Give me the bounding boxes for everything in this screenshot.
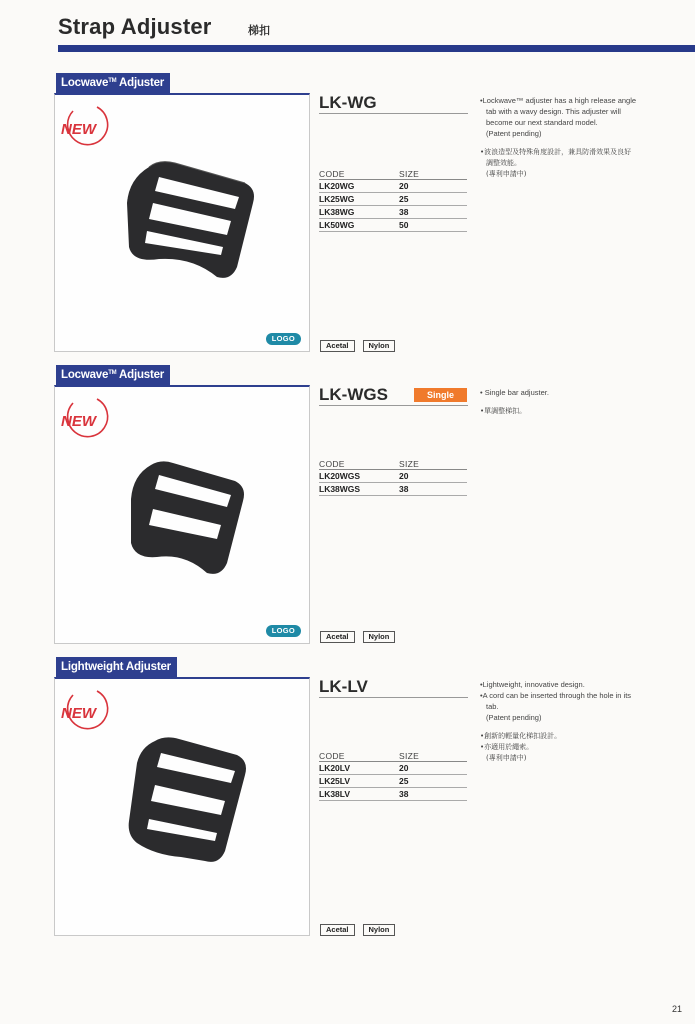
material-tag-nylon: Nylon [363, 924, 396, 936]
product-photo-frame [54, 677, 310, 936]
svg-text:NEW: NEW [61, 705, 96, 722]
material-tags [320, 631, 395, 643]
model-rule [319, 113, 468, 114]
buckle-image-icon [123, 159, 257, 283]
table-row: LK38WG 38 [319, 206, 467, 219]
material-tags [320, 924, 395, 936]
product-description: •Lightweight, innovative design. •A cord can be inserted through the hole in its tab. (Patent pending) •創新的輕量化梯扣設計。 •亦適用於繩索。 (專利申請中) [480, 680, 632, 762]
spec-table [319, 169, 467, 232]
table-header-row [319, 169, 467, 180]
column-header-code: CODE [319, 459, 399, 470]
page-title-chinese: 梯扣 [248, 24, 270, 37]
model-rule [319, 697, 468, 698]
section-tab: Locwave™ Adjuster [56, 73, 170, 93]
buckle-image-icon [125, 735, 251, 871]
product-photo-frame [54, 385, 310, 644]
column-header-code: CODE [319, 751, 399, 762]
section-tab: Lightweight Adjuster [56, 657, 177, 677]
model-name: LK-WG [319, 93, 377, 112]
table-header-row [319, 459, 467, 470]
table-row: LK20WG 20 [319, 180, 467, 193]
new-badge-icon [59, 395, 113, 441]
svg-text:NEW: NEW [61, 121, 96, 138]
table-row: LK25LV 25 [319, 775, 467, 788]
material-tag-nylon: Nylon [363, 340, 396, 352]
buckle-image-icon [127, 459, 247, 579]
column-header-size: SIZE [399, 169, 467, 180]
model-rule [319, 405, 468, 406]
product-photo-frame [54, 93, 310, 352]
table-row: LK50WG 50 [319, 219, 467, 232]
page-title: Strap Adjuster [58, 14, 212, 39]
column-header-size: SIZE [399, 459, 467, 470]
table-row: LK25WG 25 [319, 193, 467, 206]
product-description: • Single bar adjuster. •單調整梯扣。 [480, 388, 549, 415]
table-row: LK38LV 38 [319, 788, 467, 801]
model-name: LK-LV [319, 677, 368, 696]
table-row: LK38WGS 38 [319, 483, 467, 496]
column-header-code: CODE [319, 169, 399, 180]
spec-table [319, 751, 467, 801]
material-tag-acetal: Acetal [320, 340, 355, 352]
spec-table [319, 459, 467, 496]
new-badge-icon [59, 103, 113, 149]
logo-badge: LOGO [266, 333, 301, 345]
material-tag-acetal: Acetal [320, 631, 355, 643]
single-badge: Single [414, 388, 467, 402]
product-description: •Lockwave™ adjuster has a high release angle tab with a wavy design. This adjuster will become our next standard model. (Patent pending) •波浪造型及特殊角度設計，兼具防滑效果及良好 調整效能。 (專利申請中) [480, 96, 637, 178]
table-row: LK20WGS 20 [319, 470, 467, 483]
material-tag-acetal: Acetal [320, 924, 355, 936]
model-name: LK-WGS [319, 385, 388, 404]
material-tags [320, 340, 395, 352]
table-header-row [319, 751, 467, 762]
title-rule [58, 45, 695, 52]
logo-badge: LOGO [266, 625, 301, 637]
section-tab: Locwave™ Adjuster [56, 365, 170, 385]
column-header-size: SIZE [399, 751, 467, 762]
material-tag-nylon: Nylon [363, 631, 396, 643]
table-row: LK20LV 20 [319, 762, 467, 775]
page-number: 21 [671, 1004, 682, 1014]
svg-text:NEW: NEW [61, 413, 96, 430]
new-badge-icon [59, 687, 113, 733]
